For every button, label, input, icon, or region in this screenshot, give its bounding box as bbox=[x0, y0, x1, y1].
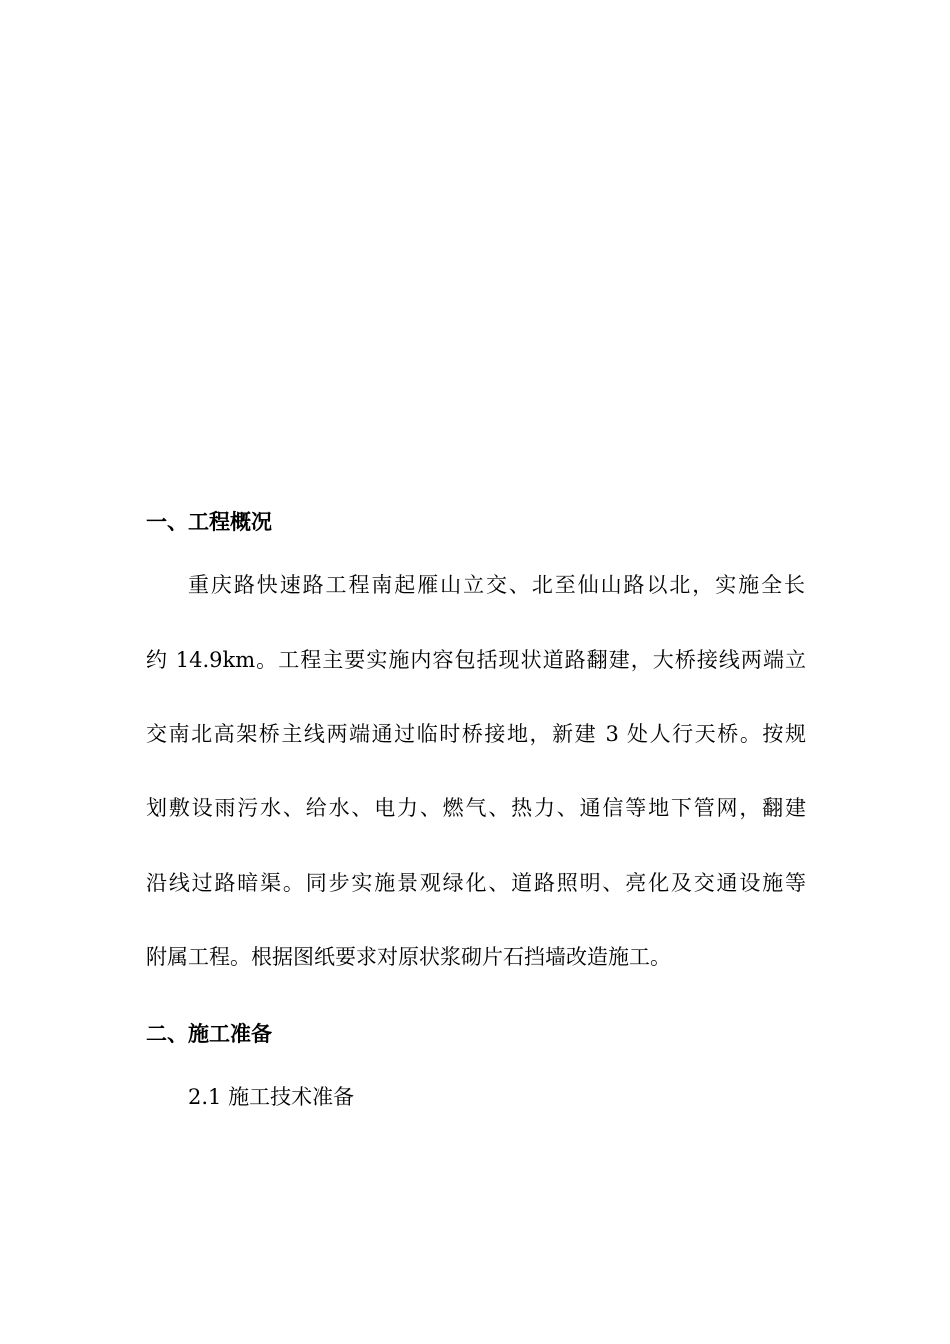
paragraph-line-1: 重庆路快速路工程南起雁山立交、北至仙山路以北，实施全长 bbox=[188, 573, 805, 597]
subsection-heading-technical-prep: 2.1 施工技术准备 bbox=[188, 1085, 355, 1109]
section-heading-overview: 一、工程概况 bbox=[146, 510, 272, 534]
paragraph-line-4: 划敷设雨污水、给水、电力、燃气、热力、通信等地下管网，翻建 bbox=[146, 796, 806, 820]
section-heading-preparation: 二、施工准备 bbox=[146, 1022, 272, 1046]
paragraph-line-3: 交南北高架桥主线两端通过临时桥接地，新建 3 处人行天桥。按规 bbox=[146, 722, 806, 746]
paragraph-line-6: 附属工程。根据图纸要求对原状浆砌片石挡墙改造施工。 bbox=[146, 945, 671, 969]
paragraph-line-5: 沿线过路暗渠。同步实施景观绿化、道路照明、亮化及交通设施等 bbox=[146, 871, 806, 895]
paragraph-line-2: 约 14.9km。工程主要实施内容包括现状道路翻建，大桥接线两端立 bbox=[146, 648, 806, 672]
